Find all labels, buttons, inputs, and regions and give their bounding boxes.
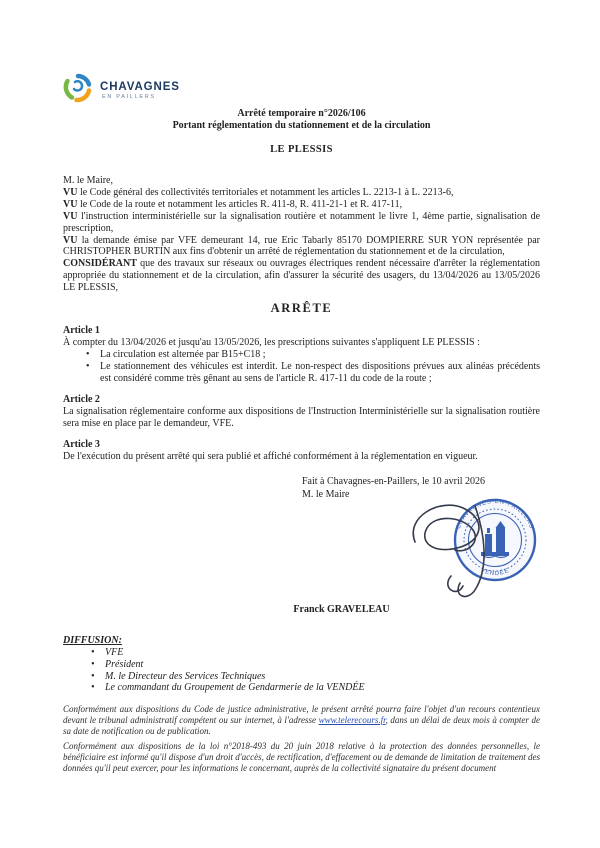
diffusion-section xyxy=(63,635,540,693)
signature-block xyxy=(63,476,540,602)
article-section-1 xyxy=(63,325,540,385)
vu-text: la demande émise par VFE demeurant 14, rue Eric Tabarly 85170 DOMPIERRE SUR YON représentée par CHRISTOPHER BURTIN aux fins d'obtenir un arrêté de réglementation du stationnement et de la circulation, xyxy=(63,234,541,258)
signature-title: M. le Maire xyxy=(302,488,350,500)
signatory-name: Franck GRAVELEAU xyxy=(293,604,390,616)
considerant-paragraph xyxy=(63,258,540,294)
telerecours-link[interactable]: www.telerecours.fr xyxy=(318,714,386,725)
signature-place-date: Fait à Chavagnes-en-Paillers, le 10 avril 2026 xyxy=(302,476,486,488)
diffusion-item xyxy=(63,671,540,683)
legal-footer xyxy=(63,704,540,774)
diffusion-item-text: VFE xyxy=(105,647,124,659)
bullet-icon: • xyxy=(86,348,90,360)
legal-paragraph-donnees: Conformément aux dispositions de la loi n°2018-493 du 20 juin 2018 relative à la protection des données personnelles, le bénéficiaire est informé qu'il dispose d'un droit d'accès, de rectification, d'effacement ou de demande de limitation de traitement des données qu'il peut exercer, pour les informations le concernant, auprès de la collectivité signataire du présent document xyxy=(63,740,540,773)
commune-logo-icon xyxy=(63,73,93,108)
vu-text: le Code de la route et notamment les articles R. 411-8, R. 411-21-1 et R. 417-11, xyxy=(79,198,403,210)
mayor-stamp-group xyxy=(455,499,535,580)
vu-text: l'instruction interministérielle sur la signalisation routière et notamment le livre 1, 4ème partie, signalisation de prescription, xyxy=(63,210,541,234)
vu-paragraph xyxy=(63,199,540,211)
vu-paragraph xyxy=(63,211,540,235)
vu-label: VU xyxy=(63,210,78,222)
bullet-text: La circulation est alternée par B15+C18 ; xyxy=(100,348,266,360)
diffusion-item-text: Le commandant du Groupement de Gendarmerie de la VENDÉE xyxy=(105,682,365,694)
considerant-label: CONSIDÉRANT xyxy=(63,258,137,270)
article-section-3 xyxy=(63,439,540,463)
bullet-text: Le stationnement des véhicules est interdit. Le non-respect des dispositions prévues aux alinéas précédents est considéré comme très gênant au sens de l'article R. 417-11 du code de la route ; xyxy=(100,360,540,384)
vu-text: le Code général des collectivités territoriales et notamment les articles L. 2213-1 à L. 2213-6, xyxy=(79,186,454,198)
legal-text: Conformément aux dispositions du Code de justice administrative, le présent arrêté pourra faire l'objet d'un recours contentieux devant le tribunal administratif compétent ou sur internet, à l'adresse xyxy=(63,703,540,725)
bullet-icon: • xyxy=(91,670,95,682)
article-intro: De l'exécution du présent arrêté qui sera publié et affiché conformément à la réglementation en vigueur. xyxy=(63,450,478,462)
vu-paragraph xyxy=(63,187,540,199)
article-title: Article 3 xyxy=(63,438,100,450)
logo-tagline: EN PAILLERS xyxy=(102,93,156,100)
bullet-item xyxy=(63,349,540,361)
vu-label: VU xyxy=(63,186,78,198)
article-intro: À compter du 13/04/2026 et jusqu'au 13/05/2026, les prescriptions suivantes s'appliquent LE PLESSIS : xyxy=(63,337,480,349)
article-intro: La signalisation réglementaire conforme aux dispositions de l'Instruction Interministérielle sur la signalisation routière sera mise en place par le demandeur, VFE. xyxy=(63,405,540,429)
stamp-top-text: CHAVAGNES-EN-PAILLERS xyxy=(455,499,535,531)
vu-paragraph xyxy=(63,235,540,259)
bullet-icon: • xyxy=(86,360,90,372)
article-title: Article 1 xyxy=(63,325,100,337)
bullet-item xyxy=(63,361,540,385)
considerant-text: que des travaux sur réseaux ou ouvrages électriques rendent nécessaire d'arrêter la réglementation appropriée du stationnement et de la circulation, afin d'assurer la sécurité des usagers, du 13/04/2026 au 13/05/2026 LE PLESSIS, xyxy=(63,258,540,294)
decision-heading: ARRÊTE xyxy=(270,301,333,316)
diffusion-item-text: M. le Directeur des Services Techniques xyxy=(105,670,266,682)
article-title: Article 2 xyxy=(63,393,100,405)
salutation: M. le Maire, xyxy=(63,175,113,186)
stamp-bottom-text: VENDÉE xyxy=(479,568,511,578)
signature-art xyxy=(393,492,569,607)
commune-logo xyxy=(63,74,540,106)
diffusion-item xyxy=(63,659,540,671)
vu-label: VU xyxy=(63,198,78,210)
diffusion-title: DIFFUSION: xyxy=(63,635,122,647)
doc-title: Arrêté temporaire n°2026/106 xyxy=(237,108,366,119)
diffusion-item xyxy=(63,647,540,659)
diffusion-item-text: Président xyxy=(105,659,144,670)
vu-label: VU xyxy=(63,234,78,246)
diffusion-item xyxy=(63,682,540,694)
location-heading: LE PLESSIS xyxy=(270,144,333,155)
legal-paragraph-recours xyxy=(63,704,540,737)
bullet-icon: • xyxy=(91,647,95,659)
bullet-icon: • xyxy=(91,659,95,670)
legal-text: , dans un délai de deux mois à compter de sa date de notification ou de publication. xyxy=(63,714,540,736)
bullet-icon: • xyxy=(91,682,95,694)
logo-name: CHAVAGNES xyxy=(100,80,180,93)
doc-subtitle: Portant réglementation du stationnement et de la circulation xyxy=(172,120,431,131)
article-section-2 xyxy=(63,394,540,430)
